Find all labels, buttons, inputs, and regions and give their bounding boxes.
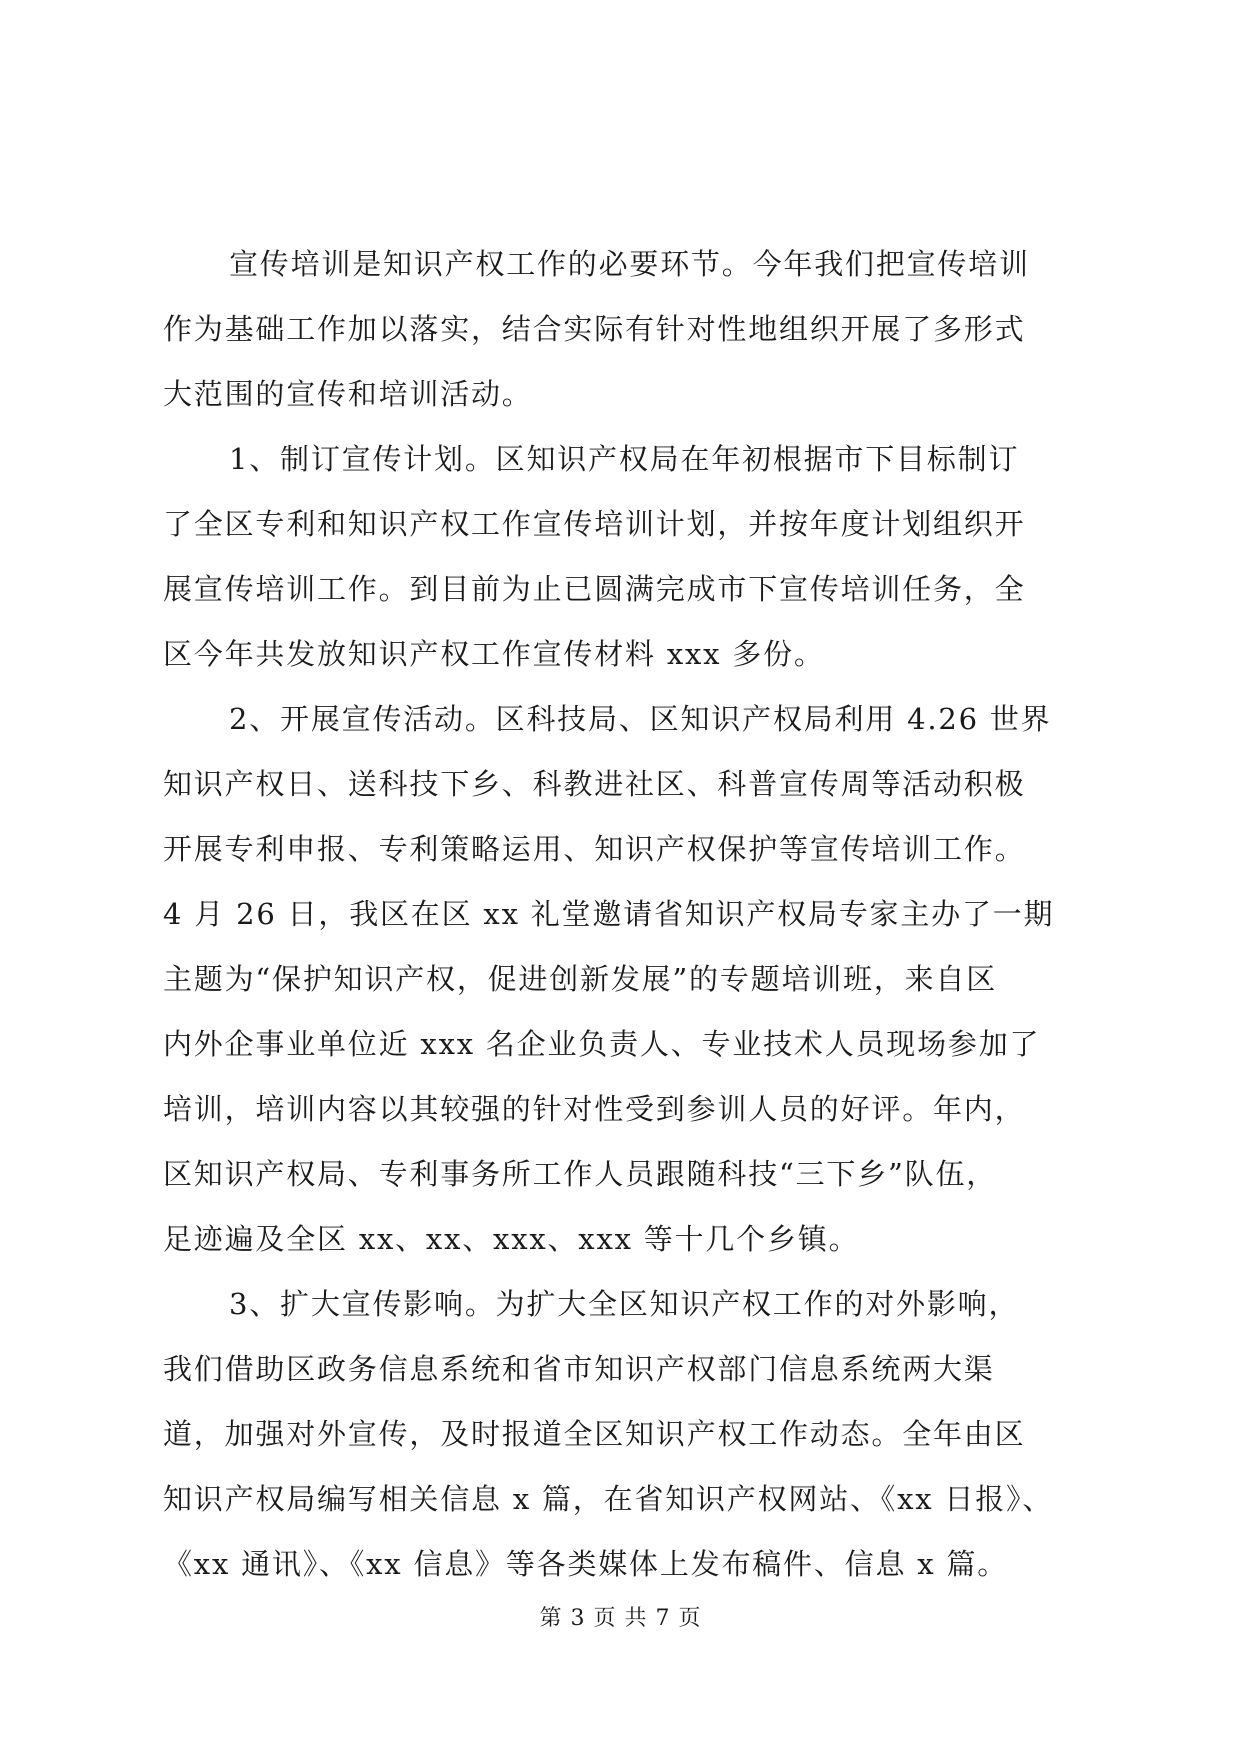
paragraph-line: 《xx 通讯》、《xx 信息》等各类媒体上发布稿件、信息 x 篇。 [163,1547,1009,1581]
paragraph-intro [163,232,1083,427]
paragraph-line: 主题为“保护知识产权，促进创新发展”的专题培训班，来自区 [163,962,998,996]
paragraph-line: 大范围的宣传和培训活动。 [163,377,533,411]
paragraph-line: 知识产权日、送科技下乡、科教进社区、科普宣传周等活动积极 [163,767,1026,801]
paragraph-line: 展宣传培训工作。到目前为止已圆满完成市下宣传培训任务，全 [163,572,1026,606]
paragraph-influence [163,1272,1083,1597]
paragraph-line: 区知识产权局、专利事务所工作人员跟随科技“三下乡”队伍， [163,1157,998,1191]
paragraph-line: 宣传培训是知识产权工作的必要环节。今年我们把宣传培训 [229,247,1030,281]
paragraph-activities [163,687,1083,1272]
paragraph-line: 4 月 26 日，我区在区 xx 礼堂邀请省知识产权局专家主办了一期 [163,897,1055,931]
paragraph-line: 了全区专利和知识产权工作宣传培训计划，并按年度计划组织开 [163,507,1026,541]
paragraph-line: 内外企事业单位近 xxx 名企业负责人、专业技术人员现场参加了 [163,1027,1041,1061]
paragraph-line: 道，加强对外宣传，及时报道全区知识产权工作动态。全年由区 [163,1417,1026,1451]
paragraph-line: 作为基础工作加以落实，结合实际有针对性地组织开展了多形式 [163,312,1026,346]
paragraph-line: 3、扩大宣传影响。为扩大全区知识产权工作的对外影响， [229,1287,1020,1321]
paragraph-line: 开展专利申报、专利策略运用、知识产权保护等宣传培训工作。 [163,832,1026,866]
paragraph-line: 足迹遍及全区 xx、xx、xxx、xxx 等十几个乡镇。 [163,1222,860,1256]
page-number-footer: 第 3 页 共 7 页 [539,1606,702,1631]
document-body [163,232,1083,1597]
paragraph-line: 1、制订宣传计划。区知识产权局在年初根据市下目标制订 [229,442,1020,476]
paragraph-line: 培训，培训内容以其较强的针对性受到参训人员的好评。年内， [163,1092,1026,1126]
paragraph-line: 区今年共发放知识产权工作宣传材料 xxx 多份。 [163,637,825,671]
paragraph-line: 我们借助区政务信息系统和省市知识产权部门信息系统两大渠 [163,1352,995,1386]
paragraph-plan [163,427,1083,687]
paragraph-line: 2、开展宣传活动。区科技局、区知识产权局利用 4.26 世界 [229,702,1052,736]
paragraph-line: 知识产权局编写相关信息 x 篇，在省知识产权网站、《xx 日报》、 [163,1482,1054,1516]
